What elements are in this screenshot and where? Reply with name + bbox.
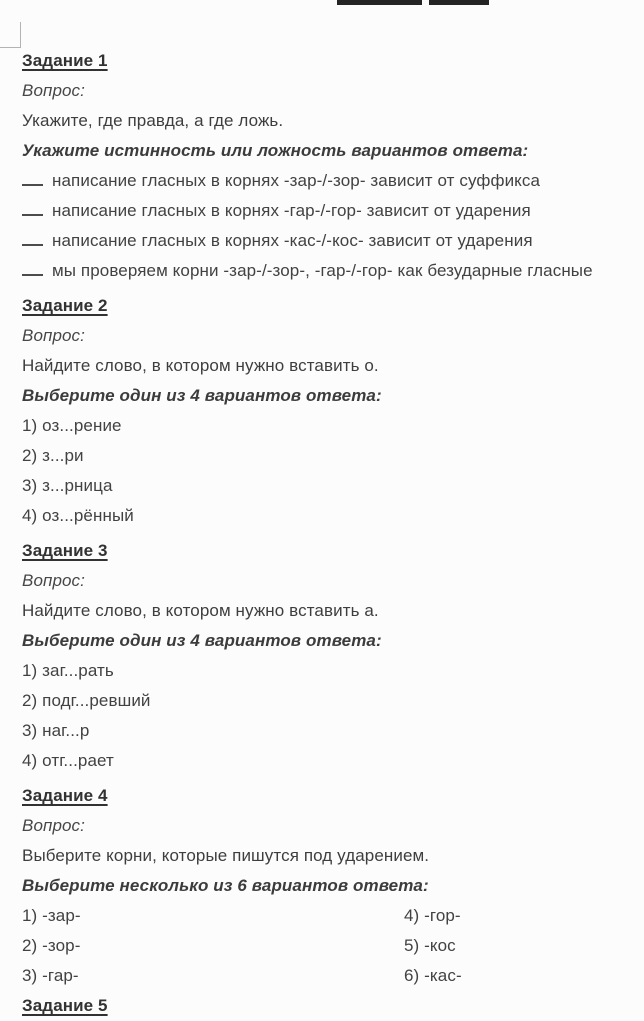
option-text: 2) подг...ревший [22,691,151,710]
task-section-1 [22,46,644,286]
question-text: Найдите слово, в котором нужно вставить а. [22,601,379,620]
task-section-4 [22,781,644,991]
task-title: Задание 1 [22,51,108,70]
instruction-text: Выберите несколько из 6 вариантов ответа: [22,876,429,895]
question-text: Найдите слово, в котором нужно вставить о. [22,356,379,375]
question-label: Вопрос: [22,81,85,100]
statement-text: мы проверяем корни -зар-/-зор-, -гар-/-гор- как безударные гласные [52,261,593,280]
statement-text: написание гласных в корнях -зар-/-зор- зависит от суффикса [52,171,541,190]
task-title-partial: Задание 5 [22,996,108,1015]
task-section-3 [22,536,644,776]
option-text: 3) з...рница [22,476,113,495]
option-row [22,441,644,471]
option-row [22,471,644,501]
blank-line [22,171,43,186]
option-row [22,746,644,776]
instruction-text: Укажите истинность или ложность вариантов ответа: [22,141,529,160]
option-text: 4) оз...рённый [22,506,134,525]
blank-line [22,201,43,216]
instruction-text: Выберите один из 4 вариантов ответа: [22,386,382,405]
task-title: Задание 2 [22,296,108,315]
option-text: 5) -кос [404,936,456,955]
task-title: Задание 4 [22,786,108,805]
option-text: 1) -зар- [22,906,81,925]
option-text: 4) отг...рает [22,751,114,770]
option-row [22,686,644,716]
question-label: Вопрос: [22,816,85,835]
task-section-2 [22,291,644,531]
instruction-text: Выберите один из 4 вариантов ответа: [22,631,382,650]
option-text: 6) -кас- [404,966,462,985]
question-text: Выберите корни, которые пишутся под ударением. [22,846,430,865]
option-row [22,931,644,961]
option-text: 3) наг...р [22,721,90,740]
statement-text: написание гласных в корнях -гар-/-гор- зависит от ударения [52,201,531,220]
option-row [22,961,644,991]
option-text: 2) -зор- [22,936,81,955]
option-text: 2) з...ри [22,446,84,465]
question-label: Вопрос: [22,326,85,345]
option-row [22,411,644,441]
blank-line [22,261,43,276]
task-title: Задание 3 [22,541,108,560]
option-row [22,501,644,531]
option-row [22,901,644,931]
statement-row [22,166,644,196]
option-text: 1) оз...рение [22,416,122,435]
option-row [22,716,644,746]
option-text: 4) -гор- [404,906,461,925]
statement-row [22,256,644,286]
statement-row [22,226,644,256]
option-row [22,656,644,686]
blank-line [22,231,43,246]
option-text: 1) заг...рать [22,661,114,680]
question-text: Укажите, где правда, а где ложь. [22,111,284,130]
statement-row [22,196,644,226]
option-text: 3) -гар- [22,966,79,985]
statement-text: написание гласных в корнях -кас-/-кос- зависит от ударения [52,231,533,250]
question-label: Вопрос: [22,571,85,590]
